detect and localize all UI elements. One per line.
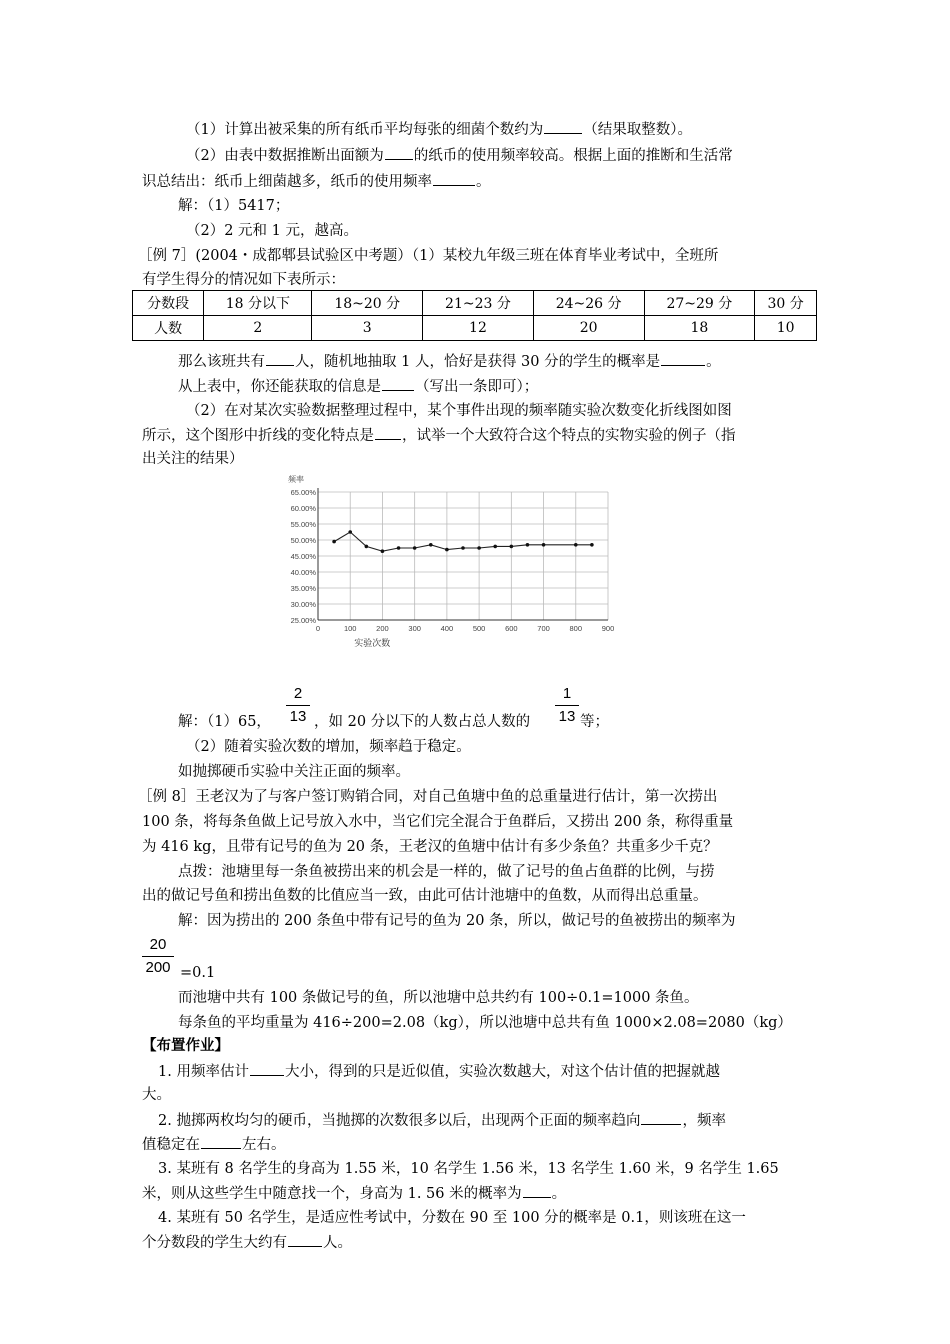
table-cell: 12 [423, 316, 534, 341]
data-point [526, 543, 530, 547]
table-cell: 21~23 分 [423, 291, 534, 316]
answer-blank [288, 1232, 322, 1247]
x-tick-label: 600 [505, 624, 518, 633]
data-point [461, 546, 465, 550]
solution-line: （2）随着实验次数的增加，频率趋于稳定。 [186, 739, 471, 755]
x-tick-label: 500 [472, 624, 486, 633]
y-axis-label: 频率 [288, 475, 304, 484]
solution-line: =0.1 [180, 965, 216, 981]
x-tick-label: 700 [537, 624, 550, 633]
table-cell: 20 [533, 316, 644, 341]
table-cell: 2 [204, 316, 312, 341]
homework-item: 3. 某班有 8 名学生的身高为 1.55 米，10 名学生 1.56 米，13 名学生 1.60 米，9 名学生 1.65 [158, 1161, 779, 1177]
table-cell: 10 [755, 316, 817, 341]
example-7-title: ［例 7］(2004・成都郫县试验区中考题）（1）某校九年级三班在体育毕业考试中，全班所 [138, 248, 719, 264]
x-tick-label: 100 [343, 624, 357, 633]
y-tick-label: 25.00% [290, 616, 316, 625]
solution-line: 解：因为捞出的 200 条鱼中带有记号的鱼为 20 条，所以，做记号的鱼被捞出的频率为 [178, 913, 736, 929]
table-header-row [133, 291, 817, 316]
y-tick-label: 30.00% [290, 600, 316, 609]
y-tick-label: 50.00% [290, 536, 316, 545]
table-cell: 24~26 分 [533, 291, 644, 316]
homework-item-cont: 大。 [142, 1087, 171, 1103]
answer-blank [201, 1134, 241, 1149]
table-cell: 30 分 [755, 291, 817, 316]
y-tick-label: 55.00% [290, 520, 316, 529]
table-cell: 18~20 分 [312, 291, 423, 316]
data-point [590, 543, 594, 547]
solution-line: 等； [580, 714, 609, 730]
answer-blank [544, 119, 582, 134]
answer-blank [375, 425, 401, 440]
y-tick-label: 65.00% [290, 488, 316, 497]
x-tick-label: 300 [408, 624, 421, 633]
example-8-line: 100 条，将每条鱼做上记号放入水中，当它们完全混合于鱼群后，又捞出 200 条，称得重量 [142, 814, 734, 830]
question-line: 所示，这个图形中折线的变化特点是 ，试举一个大致符合这个特点的实物实验的例子（指 [142, 425, 736, 446]
fraction-2-13: 2 13 [286, 684, 310, 727]
homework-item-cont: 值稳定在 左右。 [142, 1134, 286, 1155]
answer-blank [250, 1061, 284, 1076]
table-row [133, 316, 817, 341]
data-point [381, 549, 385, 553]
homework-item: 4. 某班有 50 名学生，是适应性考试中，分数在 90 至 100 分的概率是 0.1，则该班在这一 [158, 1210, 746, 1226]
y-tick-label: 60.00% [290, 504, 316, 513]
data-point [510, 545, 514, 549]
solution-line: 每条鱼的平均重量为 416÷200=2.08（kg），所以池塘中总共有鱼 1000×2.08=2080（kg） [178, 1015, 792, 1031]
homework-item-cont: 米，则从这些学生中随意找一个，身高为 1. 56 米的概率为 。 [142, 1183, 566, 1204]
x-tick-label: 200 [376, 624, 389, 633]
example-8-line: 为 416 kg，且带有记号的鱼为 20 条，王老汉的鱼塘中估计有多少条鱼？共重多少千克？ [142, 839, 718, 855]
example-7-cont: 有学生得分的情况如下表所示： [142, 272, 345, 288]
question-1-line: （1）计算出被采集的所有纸币平均每张的细菌个数约为 （结果取整数）。 [186, 119, 692, 140]
answer-blank [382, 376, 414, 391]
solution-line: 而池塘中共有 100 条做记号的鱼，所以池塘中总共约有 100÷0.1=1000 条鱼。 [178, 990, 699, 1006]
question-2-cont: 识总结出：纸币上细菌越多，纸币的使用频率 。 [142, 171, 491, 192]
question-line: 出关注的结果） [142, 451, 244, 467]
data-point [493, 545, 497, 549]
question-2-line: （2）由表中数据推断出面额为 的纸币的使用频率较高。根据上面的推断和生活常 [186, 145, 733, 166]
question-line: 那么该班共有 人，随机地抽取 1 人，恰好是获得 30 分的学生的概率是 。 [178, 351, 721, 372]
data-point [397, 546, 401, 550]
example-8-title: ［例 8］王老汉为了与客户签订购销合同，对自己鱼塘中鱼的总重量进行估计，第一次捞出 [138, 789, 718, 805]
question-line: （2）在对某次实验数据整理过程中，某个事件出现的频率随实验次数变化折线图如图 [186, 403, 732, 419]
answer-blank [385, 145, 413, 160]
score-table [132, 290, 817, 341]
homework-item: 1. 用频率估计 大小，得到的只是近似值，实验次数越大，对这个估计值的把握就越 [158, 1061, 720, 1082]
data-point [413, 546, 417, 550]
table-cell: 18 分以下 [204, 291, 312, 316]
x-tick-label: 0 [315, 624, 321, 633]
data-point [574, 543, 578, 547]
data-point [445, 548, 449, 552]
homework-heading: 【布置作业】 [142, 1037, 229, 1054]
table-cell: 人数 [133, 316, 204, 341]
answer-blank [661, 351, 705, 366]
answer-blank [266, 351, 294, 366]
y-tick-label: 45.00% [290, 552, 316, 561]
x-tick-label: 800 [569, 624, 583, 633]
x-axis-label: 实验次数 [354, 638, 391, 648]
data-point [477, 546, 481, 550]
x-tick-label: 400 [440, 624, 454, 633]
solution-line: ，如 20 分以下的人数占总人数的 [314, 714, 531, 730]
answer-blank [641, 1110, 681, 1125]
hint-line: 点拨：池塘里每一条鱼被捞出来的机会是一样的，做了记号的鱼占鱼群的比例，与捞 [178, 864, 715, 880]
fraction-20-200: 20 200 [142, 935, 174, 978]
data-point [429, 543, 433, 547]
frequency-line-chart [270, 468, 620, 658]
table-cell: 分数段 [133, 291, 204, 316]
solution-line: 如抛掷硬币实验中关注正面的频率。 [178, 764, 410, 780]
y-tick-label: 35.00% [290, 584, 316, 593]
hint-line: 出的做记号鱼和捞出鱼数的比值应当一致，由此可估计池塘中的鱼数，从而得出总重量。 [142, 888, 708, 904]
y-tick-label: 40.00% [290, 568, 316, 577]
answer-blank [433, 171, 475, 186]
data-point [332, 540, 336, 544]
question-line: 从上表中，你还能获取的信息是 （写出一条即可）； [178, 376, 538, 397]
homework-item-cont: 个分数段的学生大约有 人。 [142, 1232, 352, 1253]
table-cell: 3 [312, 316, 423, 341]
solution-1: 解：（1）5417； [178, 198, 290, 214]
solution-2: （2）2 元和 1 元，越高。 [186, 223, 359, 239]
table-cell: 18 [644, 316, 755, 341]
homework-item: 2. 抛掷两枚均匀的硬币，当抛掷的次数很多以后，出现两个正面的频率趋向 ，频率 [158, 1110, 726, 1131]
x-tick-label: 900 [601, 624, 615, 633]
solution-line: 解：（1）65， [178, 714, 271, 730]
answer-blank [523, 1183, 551, 1198]
data-point [365, 545, 369, 549]
fraction-1-13: 1 13 [555, 684, 579, 727]
data-point [542, 543, 546, 547]
data-point [348, 530, 352, 534]
table-cell: 27~29 分 [644, 291, 755, 316]
